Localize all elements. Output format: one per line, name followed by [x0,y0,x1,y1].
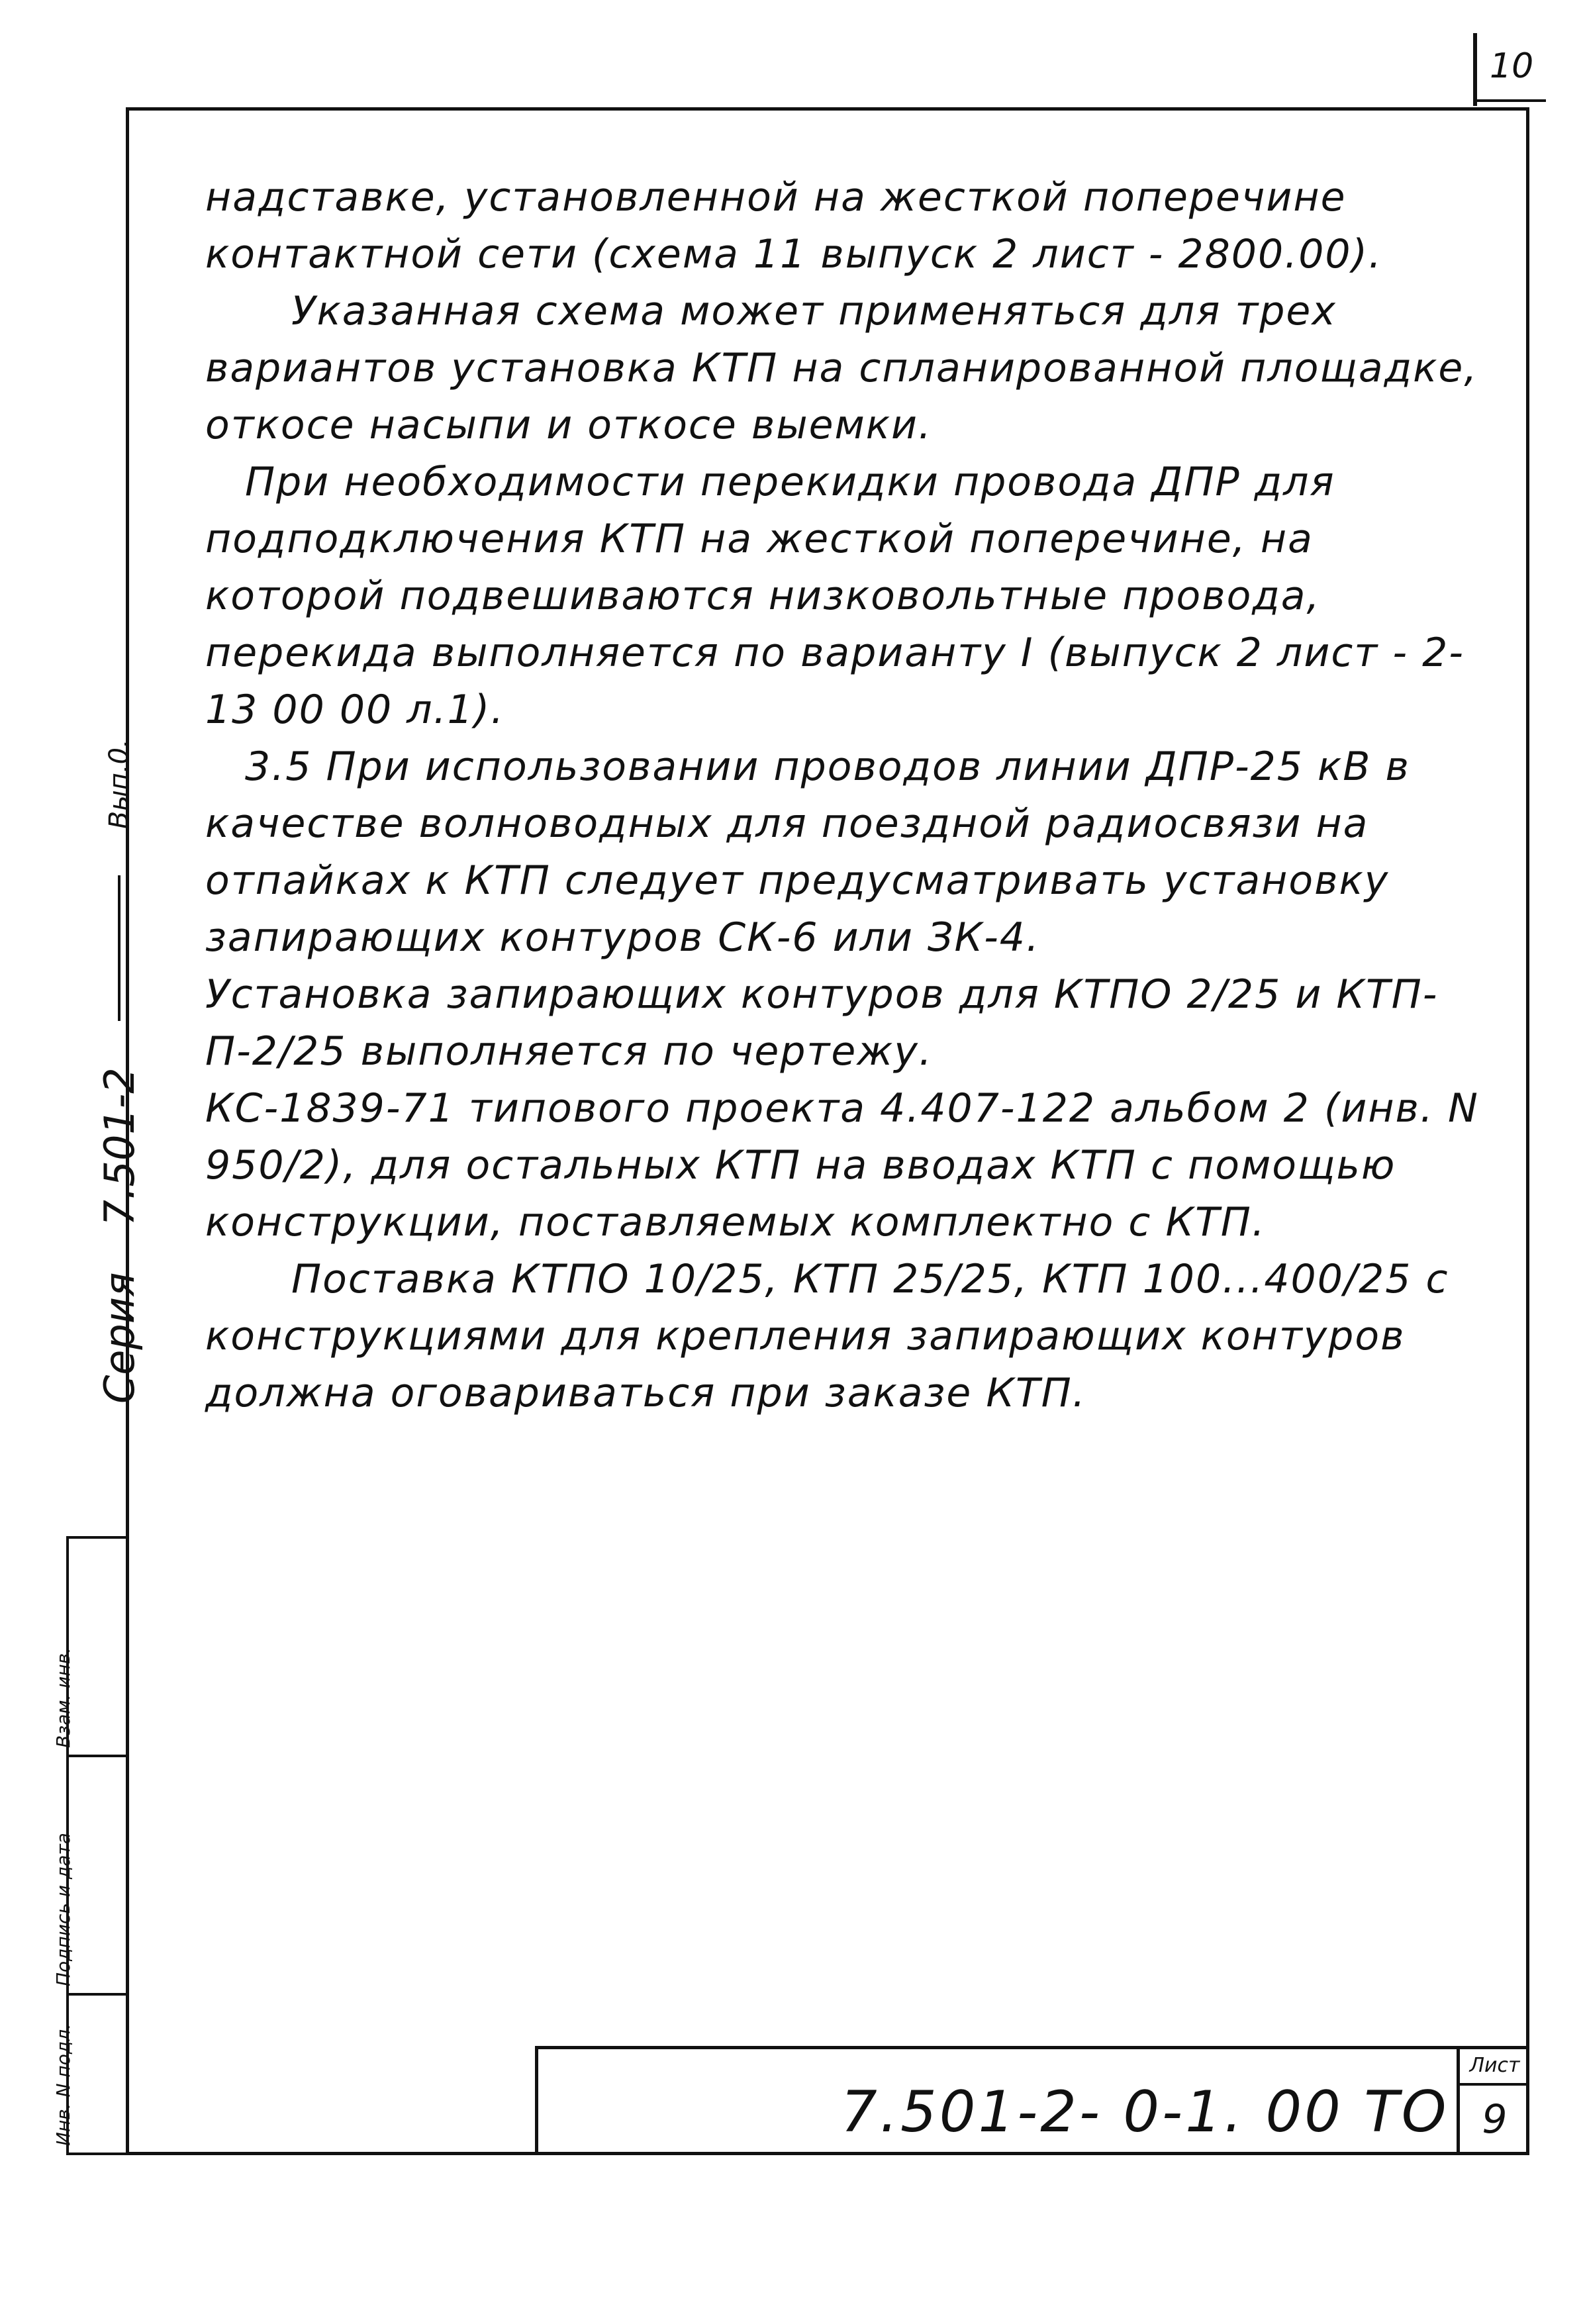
side-approval-table [52,1536,126,2155]
series-label: Серия [95,1272,144,1404]
paragraph: При необходимости перекидки провода ДПР для подподключения КТП на жесткой поперечине, на которой подвешиваются низковольтные провода, перекида выполняется по варианту I (выпуск 2 лист - 2-13 00 00 л.1). [205,459,1465,733]
side-table-label: Инв. N подл. [52,2023,74,2146]
corner-page-number: 10 [1490,46,1534,86]
document-code: 7.501-2- 0-1. 00 ТО [841,2079,1449,2145]
side-table-label: Взам. инв. [52,1647,74,1748]
issue-label: Вып.0. [104,739,134,830]
paragraph: КС-1839-71 типового проекта 4.407-122 альбом 2 (инв. N 950/2), для остальных КТП на вводах КТП с помощью конструкции, поставляемых комплектно с КТП. [205,1085,1479,1245]
sheet-box [1457,2046,1529,2155]
side-table-cell [52,1757,126,1996]
paragraph: Установка запирающих контуров для КТПО 2/25 и КТП-П-2/25 выполняется по чертежу. [205,971,1439,1075]
corner-tick-line [1473,33,1477,106]
series-code: 7.501-2 [95,1067,144,1226]
sheet-label: Лист [1460,2046,1529,2086]
corner-underline [1473,99,1546,102]
side-table-cell [52,1539,126,1757]
side-table-label: Подпись и дата [52,1833,74,1986]
stamp-separator [118,875,120,1021]
document-body [205,169,1503,1422]
paragraph: Поставка КТПО 10/25, КТП 25/25, КТП 100...400/25 с конструкциями для крепления запирающих контуров должна оговариваться при заказе КТП. [205,1256,1449,1416]
paragraph: Указанная схема может применяться для трех вариантов установка КТП на спланированной площадке, откосе насыпи и откосе выемки. [205,288,1478,448]
side-table-cell [52,1996,126,2153]
sheet-number: 9 [1482,2096,1508,2143]
paragraph: надставке, установленной на жесткой поперечине контактной сети (схема 11 выпуск 2 лист - 2800.00). [205,174,1383,277]
paragraph: 3.5 При использовании проводов линии ДПР-25 кВ в качестве волноводных для поездной радиосвязи на отпайках к КТП следует предусматривать установку запирающих контуров СК-6 или ЗК-4. [205,744,1410,961]
margin-stamp [36,543,144,1404]
